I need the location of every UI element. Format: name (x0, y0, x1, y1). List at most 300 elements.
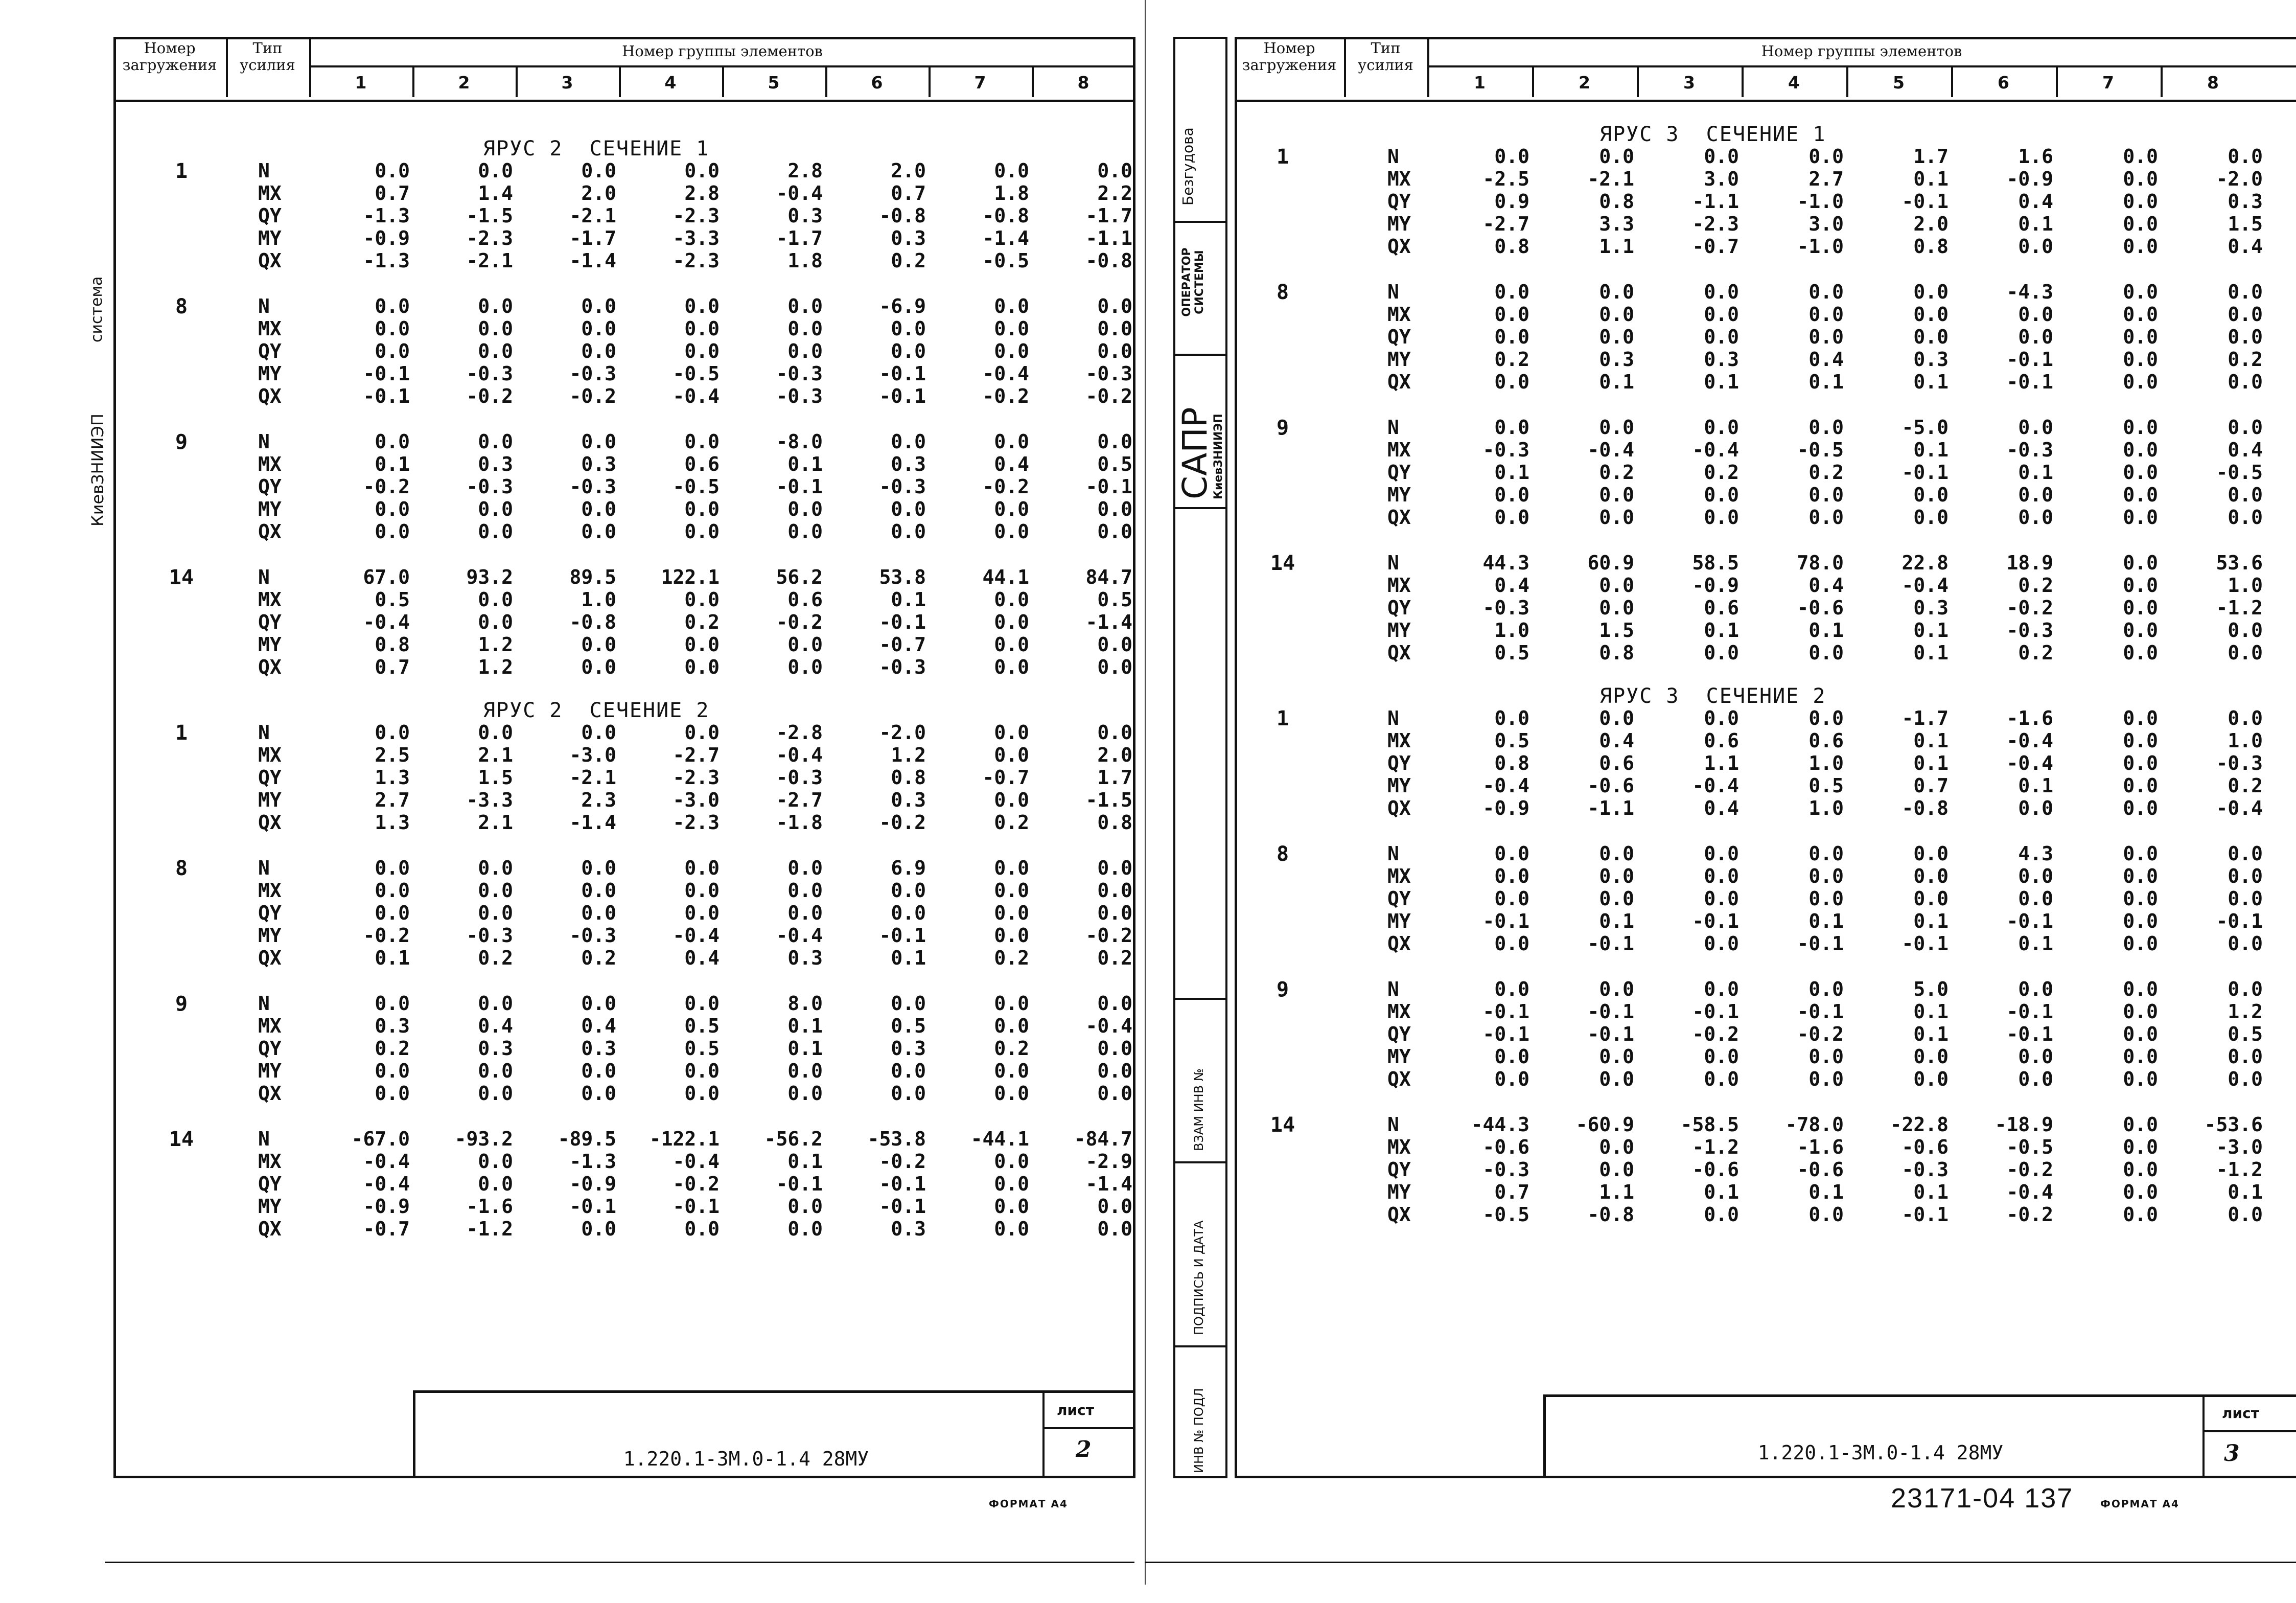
force-type-label: N (258, 159, 270, 182)
table-cell-value: 0.0 (1599, 326, 1634, 348)
table-cell-value: -1.3 (363, 204, 410, 227)
table-cell-value: 0.7 (891, 182, 926, 204)
table-cell-value: -3.0 (672, 789, 720, 811)
table-cell-value: -0.4 (776, 182, 823, 204)
table-cell-value: 0.0 (891, 992, 926, 1015)
table-cell-value: 0.0 (787, 879, 823, 902)
table-cell-value: -0.4 (2006, 1181, 2053, 1203)
table-cell-value: 0.0 (478, 1082, 513, 1105)
table-cell-value: 0.7 (375, 656, 410, 678)
table-cell-value: -0.2 (2006, 1158, 2053, 1181)
table-cell-value: 0.0 (2123, 774, 2158, 797)
table-cell-value: 0.7 (1494, 1181, 1529, 1203)
table-cell-value: -0.4 (672, 924, 720, 947)
table-cell-value: 0.0 (2123, 978, 2158, 1000)
force-type-label: QX (1387, 1203, 1411, 1226)
force-type-label: MX (258, 317, 282, 340)
table-cell-value: 0.0 (1097, 902, 1132, 924)
table-cell-value: 0.1 (1913, 752, 1949, 774)
table-cell-value: 0.0 (2123, 574, 2158, 597)
force-type-label: MX (1387, 729, 1411, 752)
table-cell-value: 0.0 (1599, 281, 1634, 303)
header-group-title: Номер группы элементов (622, 42, 823, 60)
right-sidebar-inv: ИНВ № ПОДЛ (1192, 1388, 1206, 1473)
table-cell-value: 0.3 (891, 1218, 926, 1240)
table-cell-value: 0.3 (478, 453, 513, 475)
table-cell-value: -1.1 (1085, 227, 1132, 249)
table-cell-value: 0.0 (2123, 1045, 2158, 1068)
table-cell-value: 0.0 (891, 340, 926, 362)
force-type-label: MY (258, 1060, 282, 1082)
table-cell-value: 0.0 (1808, 978, 1844, 1000)
table-cell-value: 0.3 (478, 1037, 513, 1060)
table-cell-value: 1.5 (1599, 619, 1634, 642)
table-cell-value: -0.1 (879, 1195, 926, 1218)
table-cell-value: 0.2 (1704, 461, 1739, 484)
table-cell-value: 0.0 (1808, 1203, 1844, 1226)
table-cell-value: 0.0 (1097, 1037, 1132, 1060)
load-case-number: 8 (1276, 281, 1289, 304)
table-cell-value: 0.0 (581, 430, 616, 453)
table-cell-value: -0.1 (2216, 910, 2263, 932)
table-cell-value: -0.6 (1797, 597, 1844, 619)
table-cell-value: 0.0 (1913, 281, 1949, 303)
header-group-number: 2 (458, 73, 470, 93)
left-sidebar (77, 128, 107, 537)
table-cell-value: 0.0 (2228, 1203, 2263, 1226)
table-cell-value: -0.1 (1587, 1000, 1634, 1023)
table-cell-value: -8.0 (776, 430, 823, 453)
force-type-label: QX (1387, 642, 1411, 664)
table-cell-value: 0.0 (478, 430, 513, 453)
table-cell-value: -0.2 (2006, 1203, 2053, 1226)
table-cell-value: 0.0 (994, 1082, 1029, 1105)
table-cell-value: 0.0 (2123, 303, 2158, 326)
table-cell-value: 0.0 (787, 857, 823, 879)
table-cell-value: -0.3 (569, 475, 616, 498)
table-cell-value: 0.0 (1704, 642, 1739, 664)
table-cell-value: -0.3 (879, 656, 926, 678)
table-cell-value: 0.1 (787, 1150, 823, 1173)
table-cell-value: 0.0 (1097, 498, 1132, 520)
table-cell-value: -0.1 (1901, 190, 1949, 213)
table-cell-value: 0.0 (2123, 235, 2158, 258)
table-cell-value: -0.3 (776, 385, 823, 407)
table-cell-value: 0.0 (375, 992, 410, 1015)
table-cell-value: -0.1 (1482, 1023, 1529, 1045)
table-cell-value: 0.0 (478, 588, 513, 611)
table-cell-value: 0.4 (2228, 439, 2263, 461)
force-type-label: QY (258, 902, 282, 924)
load-case-number: 9 (175, 430, 188, 454)
table-cell-value: -1.1 (1587, 797, 1634, 819)
table-cell-value: 0.0 (2123, 213, 2158, 235)
force-type-label: N (258, 295, 270, 317)
table-cell-value: 0.0 (1808, 416, 1844, 439)
table-cell-value: 0.0 (478, 317, 513, 340)
table-cell-value: 0.1 (1913, 168, 1949, 190)
table-cell-value: 0.4 (1704, 797, 1739, 819)
load-case-number: 14 (1270, 1113, 1295, 1137)
table-cell-value: -1.3 (569, 1150, 616, 1173)
table-cell-value: 0.0 (994, 633, 1029, 656)
table-cell-value: 0.3 (1913, 348, 1949, 371)
right-sidebar-vzam: ВЗАМ ИНВ № (1192, 1068, 1206, 1151)
table-cell-value: -1.2 (466, 1218, 513, 1240)
table-cell-value: 60.9 (1587, 552, 1634, 574)
force-type-label: N (1387, 145, 1399, 168)
table-cell-value: -53.6 (2204, 1113, 2263, 1136)
table-cell-value: 0.0 (2123, 145, 2158, 168)
table-cell-value: 0.0 (1097, 1060, 1132, 1082)
table-cell-value: 0.0 (2018, 303, 2053, 326)
force-type-label: QY (1387, 752, 1411, 774)
table-cell-value: 0.0 (1704, 326, 1739, 348)
table-cell-value: 0.0 (787, 520, 823, 543)
force-type-label: N (258, 566, 270, 588)
table-cell-value: 0.0 (994, 520, 1029, 543)
table-cell-value: 0.0 (1494, 326, 1529, 348)
table-cell-value: 18.9 (2006, 552, 2053, 574)
header-load-number: Номер загружения (1242, 39, 1337, 74)
sheet-left (0, 0, 1145, 1603)
table-cell-value: 0.1 (1913, 1181, 1949, 1203)
right-sidebar-sapr: САПР (1175, 407, 1215, 499)
table-cell-value: 0.2 (478, 947, 513, 969)
table-cell-value: -0.1 (2006, 371, 2053, 393)
table-cell-value: 0.5 (891, 1015, 926, 1037)
table-cell-value: 0.1 (891, 588, 926, 611)
header-group-divider (2056, 65, 2058, 97)
force-type-label: N (1387, 842, 1399, 865)
table-cell-value: 1.0 (2228, 574, 2263, 597)
table-cell-value: -0.1 (1797, 1000, 1844, 1023)
table-cell-value: 78.0 (1797, 552, 1844, 574)
table-cell-value: 0.1 (1704, 619, 1739, 642)
table-cell-value: 0.1 (2018, 213, 2053, 235)
table-cell-value: 0.0 (1097, 721, 1132, 744)
table-cell-value: -1.4 (1085, 1173, 1132, 1195)
table-cell-value: 0.8 (375, 633, 410, 656)
table-cell-value: -1.2 (1692, 1136, 1739, 1158)
force-type-label: MY (258, 633, 282, 656)
table-cell-value: 0.0 (581, 1218, 616, 1240)
table-cell-value: 0.0 (994, 588, 1029, 611)
table-cell-value: 0.0 (1599, 1136, 1634, 1158)
table-cell-value: -0.4 (1901, 574, 1949, 597)
table-cell-value: -0.1 (2006, 1000, 2053, 1023)
table-cell-value: 0.1 (1913, 1000, 1949, 1023)
force-type-label: N (258, 857, 270, 879)
table-cell-value: -0.3 (2006, 439, 2053, 461)
table-cell-value: 0.0 (1913, 887, 1949, 910)
table-cell-value: 0.0 (478, 611, 513, 633)
table-cell-value: 0.0 (2018, 1045, 2053, 1068)
table-cell-value: 0.0 (1808, 506, 1844, 529)
table-cell-value: 0.0 (684, 317, 720, 340)
table-cell-value: 0.0 (2123, 865, 2158, 887)
table-cell-value: 3.0 (1704, 168, 1739, 190)
force-type-label: MY (258, 1195, 282, 1218)
table-cell-value: 0.0 (1097, 1082, 1132, 1105)
load-case-number: 1 (175, 721, 188, 745)
table-cell-value: 0.0 (787, 498, 823, 520)
table-cell-value: 0.0 (1599, 597, 1634, 619)
table-cell-value: 0.0 (2228, 281, 2263, 303)
table-cell-value: -2.3 (1692, 213, 1739, 235)
table-cell-value: 0.0 (1494, 416, 1529, 439)
table-cell-value: 1.0 (1808, 797, 1844, 819)
table-cell-value: 0.0 (1494, 707, 1529, 729)
table-cell-value: 8.0 (787, 992, 823, 1015)
table-cell-value: 0.2 (2228, 774, 2263, 797)
table-cell-value: -5.0 (1901, 416, 1949, 439)
table-cell-value: 0.0 (1913, 506, 1949, 529)
table-cell-value: -0.8 (982, 204, 1029, 227)
table-cell-value: 0.0 (478, 1060, 513, 1082)
table-cell-value: -0.3 (776, 362, 823, 385)
table-cell-value: -0.1 (2006, 348, 2053, 371)
table-cell-value: 0.0 (2123, 484, 2158, 506)
table-cell-value: 0.0 (581, 317, 616, 340)
table-cell-value: -0.9 (2006, 168, 2053, 190)
table-cell-value: 0.0 (2228, 887, 2263, 910)
table-cell-value: -0.7 (879, 633, 926, 656)
table-cell-value: -0.4 (2216, 797, 2263, 819)
table-cell-value: 0.0 (994, 857, 1029, 879)
table-cell-value: 0.0 (1808, 281, 1844, 303)
table-cell-value: 0.4 (2018, 190, 2053, 213)
table-cell-value: 0.1 (375, 947, 410, 969)
table-cell-value: 0.0 (684, 721, 720, 744)
table-cell-value: -2.3 (672, 811, 720, 834)
table-cell-value: 0.0 (375, 902, 410, 924)
table-cell-value: 0.6 (684, 453, 720, 475)
table-cell-value: 0.0 (684, 1218, 720, 1240)
table-cell-value: -0.2 (672, 1173, 720, 1195)
table-cell-value: -0.4 (1085, 1015, 1132, 1037)
table-cell-value: 0.0 (994, 789, 1029, 811)
table-cell-value: 122.1 (661, 566, 720, 588)
table-cell-value: -6.9 (879, 295, 926, 317)
right-sheet-number: 3 (2224, 1440, 2240, 1467)
force-type-label: MX (258, 1150, 282, 1173)
table-cell-value: 2.2 (1097, 182, 1132, 204)
table-cell-value: 0.0 (1704, 416, 1739, 439)
table-cell-value: 0.0 (581, 340, 616, 362)
table-cell-value: 0.0 (1097, 1195, 1132, 1218)
table-cell-value: 0.0 (1808, 326, 1844, 348)
table-cell-value: 58.5 (1692, 552, 1739, 574)
table-cell-value: 0.0 (2228, 842, 2263, 865)
table-cell-value: -1.6 (2006, 707, 2053, 729)
table-cell-value: -0.9 (1482, 797, 1529, 819)
table-cell-value: 0.0 (1494, 371, 1529, 393)
table-cell-value: 2.1 (478, 744, 513, 766)
table-cell-value: 0.0 (684, 498, 720, 520)
table-cell-value: -0.4 (672, 385, 720, 407)
table-cell-value: 0.0 (1494, 978, 1529, 1000)
right-sidebar-operator: ОПЕРАТОР СИСТЕМЫ (1180, 247, 1206, 317)
right-format-label: ФОРМАТ А4 (2100, 1498, 2179, 1510)
table-cell-value: 0.6 (787, 588, 823, 611)
force-type-label: QX (258, 811, 282, 834)
table-cell-value: -0.2 (1797, 1023, 1844, 1045)
force-type-label: QX (258, 520, 282, 543)
table-cell-value: 0.3 (787, 204, 823, 227)
table-cell-value: 0.1 (1913, 1023, 1949, 1045)
force-type-label: QX (1387, 371, 1411, 393)
table-cell-value: 0.5 (1494, 642, 1529, 664)
table-cell-value: 0.0 (994, 498, 1029, 520)
force-type-label: QY (258, 1037, 282, 1060)
table-cell-value: 4.3 (2018, 842, 2053, 865)
table-cell-value: 0.0 (891, 520, 926, 543)
load-case-number: 1 (175, 159, 188, 183)
table-cell-value: 0.0 (478, 721, 513, 744)
header-group-divider (1742, 65, 1744, 97)
table-cell-value: 0.1 (891, 947, 926, 969)
table-cell-value: -0.4 (1692, 439, 1739, 461)
table-cell-value: 0.0 (994, 295, 1029, 317)
force-type-label: QY (258, 204, 282, 227)
table-cell-value: -0.4 (776, 744, 823, 766)
table-cell-value: 0.0 (2228, 326, 2263, 348)
table-cell-value: 0.0 (1808, 842, 1844, 865)
table-cell-value: -0.2 (363, 475, 410, 498)
table-cell-value: 0.0 (994, 656, 1029, 678)
table-cell-value: -2.3 (672, 249, 720, 272)
table-cell-value: 0.0 (581, 992, 616, 1015)
table-cell-value: 1.7 (1913, 145, 1949, 168)
force-type-label: QY (258, 475, 282, 498)
table-cell-value: 0.5 (684, 1015, 720, 1037)
table-cell-value: 0.0 (994, 340, 1029, 362)
table-cell-value: 0.0 (2018, 978, 2053, 1000)
table-cell-value: 0.0 (581, 656, 616, 678)
table-cell-value: 0.1 (1704, 371, 1739, 393)
table-cell-value: -1.7 (1901, 707, 1949, 729)
table-cell-value: 0.2 (684, 611, 720, 633)
table-cell-value: 0.4 (684, 947, 720, 969)
table-cell-value: 0.0 (684, 857, 720, 879)
table-cell-value: 0.0 (2228, 642, 2263, 664)
header-group-number: 3 (561, 73, 573, 93)
table-cell-value: -0.3 (569, 924, 616, 947)
table-cell-value: 0.0 (1808, 303, 1844, 326)
table-cell-value: 0.4 (581, 1015, 616, 1037)
force-type-label: N (1387, 707, 1399, 729)
right-sidebar-org: КиевЗНИИЭП (1212, 414, 1225, 499)
table-cell-value: 0.6 (1704, 729, 1739, 752)
table-cell-value: 0.0 (375, 159, 410, 182)
table-cell-value: 1.1 (1599, 235, 1634, 258)
load-case-number: 8 (1276, 842, 1289, 866)
table-cell-value: 0.0 (994, 902, 1029, 924)
table-cell-value: -0.6 (1692, 1158, 1739, 1181)
header-group-number: 7 (974, 73, 986, 93)
table-cell-value: -1.3 (363, 249, 410, 272)
table-cell-value: -0.1 (1587, 932, 1634, 955)
table-cell-value: -0.1 (1692, 910, 1739, 932)
header-group-divider (412, 65, 414, 97)
table-cell-value: -2.7 (672, 744, 720, 766)
table-cell-value: 0.2 (2018, 574, 2053, 597)
force-type-label: QX (258, 947, 282, 969)
table-cell-value: 0.0 (1704, 145, 1739, 168)
table-cell-value: -1.7 (569, 227, 616, 249)
table-cell-value: 0.0 (375, 879, 410, 902)
force-type-label: QX (258, 1082, 282, 1105)
table-cell-value: 3.3 (1599, 213, 1634, 235)
table-cell-value: 0.0 (581, 1082, 616, 1105)
load-case-number: 1 (1276, 145, 1289, 169)
force-type-label: QY (258, 766, 282, 789)
table-cell-value: 1.0 (2228, 729, 2263, 752)
table-cell-value: 1.6 (2018, 145, 2053, 168)
table-cell-value: 0.0 (478, 520, 513, 543)
header-force-type: Тип усилия (1358, 39, 1413, 74)
load-case-number: 1 (1276, 707, 1289, 730)
table-cell-value: 0.0 (2123, 1158, 2158, 1181)
table-cell-value: 0.0 (1808, 1045, 1844, 1068)
table-cell-value: 0.9 (1494, 190, 1529, 213)
table-cell-value: -0.6 (1482, 1136, 1529, 1158)
table-cell-value: -1.5 (1085, 789, 1132, 811)
table-cell-value: 0.0 (994, 1218, 1029, 1240)
force-type-label: N (258, 430, 270, 453)
table-cell-value: 3.0 (1808, 213, 1844, 235)
table-cell-value: 0.0 (581, 520, 616, 543)
table-cell-value: 0.0 (1097, 857, 1132, 879)
force-type-label: QX (1387, 797, 1411, 819)
table-cell-value: 0.0 (994, 430, 1029, 453)
table-cell-value: 0.0 (1808, 865, 1844, 887)
table-cell-value: 0.0 (2228, 619, 2263, 642)
table-cell-value: 0.0 (891, 498, 926, 520)
table-cell-value: 0.0 (684, 159, 720, 182)
table-cell-value: 0.0 (891, 879, 926, 902)
table-cell-value: 0.0 (478, 340, 513, 362)
table-cell-value: 0.0 (1494, 887, 1529, 910)
load-case-number: 14 (169, 566, 194, 589)
table-cell-value: -2.8 (776, 721, 823, 744)
table-cell-value: 0.0 (1097, 317, 1132, 340)
table-cell-value: -3.3 (672, 227, 720, 249)
table-cell-value: 0.0 (684, 430, 720, 453)
table-cell-value: 0.1 (2228, 1181, 2263, 1203)
table-cell-value: 0.0 (1097, 520, 1132, 543)
force-type-label: MY (258, 227, 282, 249)
table-cell-value: 0.0 (1704, 932, 1739, 955)
table-cell-value: 0.0 (2123, 439, 2158, 461)
table-cell-value: 2.0 (1097, 744, 1132, 766)
table-cell-value: 0.0 (1097, 879, 1132, 902)
table-cell-value: 0.0 (2123, 552, 2158, 574)
table-cell-value: 0.1 (1599, 910, 1634, 932)
table-cell-value: 0.0 (1704, 978, 1739, 1000)
table-cell-value: 0.1 (375, 453, 410, 475)
table-cell-value: -1.2 (2216, 1158, 2263, 1181)
table-cell-value: -53.8 (867, 1128, 926, 1150)
force-type-label: QY (258, 340, 282, 362)
table-cell-value: 0.0 (1704, 887, 1739, 910)
force-type-label: MY (1387, 910, 1411, 932)
force-type-label: MY (258, 498, 282, 520)
table-cell-value: 0.4 (1808, 348, 1844, 371)
table-cell-value: 0.3 (891, 227, 926, 249)
header-group-divider (1951, 65, 1953, 97)
